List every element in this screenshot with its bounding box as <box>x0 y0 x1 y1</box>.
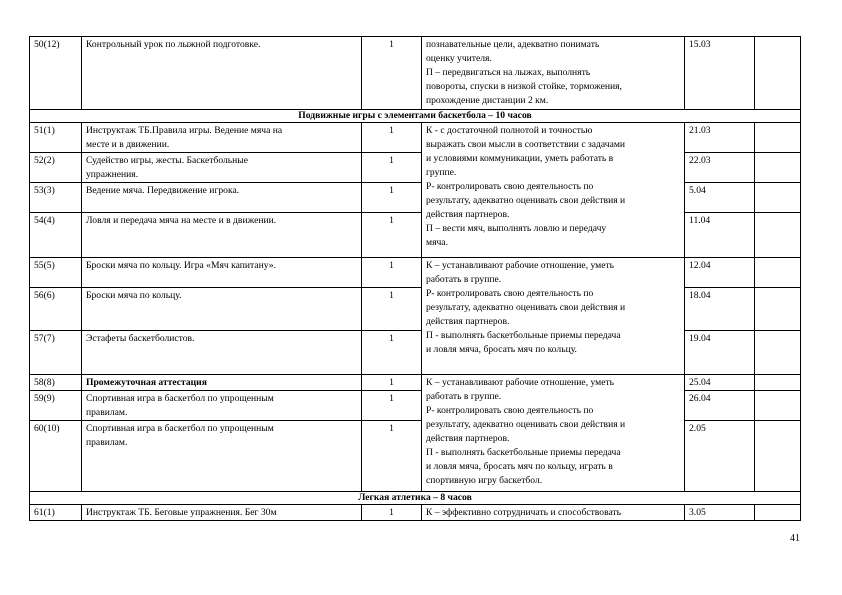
learning-outcomes: К – устанавливают рабочие отношение, уметь работать в группе. Р- контролировать свою деятельность по результату, адекватно оценивать свои действия и действия партнеров. П - выполнять баскетбольные приемы передача и ловля мяча, бросать мяч по кольцу, играть в спортивную игру баскетбол. <box>422 375 685 492</box>
lesson-topic: Промежуточная аттестация <box>82 375 362 391</box>
lesson-number: 60(10) <box>30 421 82 492</box>
learning-outcomes: К – эффективно сотрудничать и способствовать <box>422 505 685 521</box>
table-row <box>30 213 801 258</box>
empty-cell <box>755 258 801 288</box>
empty-cell <box>755 213 801 258</box>
lesson-date: 21.03 <box>685 123 755 153</box>
empty-cell <box>755 331 801 375</box>
lesson-hours: 1 <box>362 153 422 183</box>
lesson-number: 54(4) <box>30 213 82 258</box>
lesson-date: 3.05 <box>685 505 755 521</box>
lesson-date: 12.04 <box>685 258 755 288</box>
lesson-hours: 1 <box>362 123 422 153</box>
lesson-topic: Спортивная игра в баскетбол по упрощенным правилам. <box>82 391 362 421</box>
lesson-topic: Контрольный урок по лыжной подготовке. <box>82 37 362 110</box>
lesson-topic: Судейство игры, жесты. Баскетбольные упражнения. <box>82 153 362 183</box>
table-row <box>30 505 801 521</box>
learning-outcomes: К - с достаточной полнотой и точностью выражать свои мысли в соответствии с задачами и условиями коммуникации, уметь работать в группе. Р- контролировать свою деятельность по результату, адекватно оценивать свои действия и действия партнеров. П – вести мяч, выполнять ловлю и передачу мяча. <box>422 123 685 258</box>
lesson-number: 58(8) <box>30 375 82 391</box>
empty-cell <box>755 375 801 391</box>
lesson-number: 57(7) <box>30 331 82 375</box>
lesson-number: 56(6) <box>30 288 82 331</box>
empty-cell <box>755 123 801 153</box>
lesson-topic: Броски мяча по кольцу. Игра «Мяч капитану». <box>82 258 362 288</box>
lesson-hours: 1 <box>362 375 422 391</box>
lesson-number: 59(9) <box>30 391 82 421</box>
lesson-hours: 1 <box>362 183 422 213</box>
lesson-topic: Ловля и передача мяча на месте и в движении. <box>82 213 362 258</box>
empty-cell <box>755 183 801 213</box>
empty-cell <box>755 153 801 183</box>
table-row <box>30 391 801 421</box>
table-row <box>30 288 801 331</box>
lesson-number: 55(5) <box>30 258 82 288</box>
section-header-row <box>30 492 801 505</box>
lesson-number: 50(12) <box>30 37 82 110</box>
section-header-row <box>30 110 801 123</box>
lesson-topic: Инструктаж ТБ.Правила игры. Ведение мяча на месте и в движении. <box>82 123 362 153</box>
lesson-hours: 1 <box>362 391 422 421</box>
lesson-date: 26.04 <box>685 391 755 421</box>
table-row <box>30 37 801 110</box>
lesson-date: 22.03 <box>685 153 755 183</box>
lesson-topic: Ведение мяча. Передвижение игрока. <box>82 183 362 213</box>
lesson-hours: 1 <box>362 331 422 375</box>
empty-cell <box>755 421 801 492</box>
lesson-hours: 1 <box>362 37 422 110</box>
table-row <box>30 123 801 153</box>
lesson-date: 2.05 <box>685 421 755 492</box>
lesson-number: 61(1) <box>30 505 82 521</box>
lesson-topic: Броски мяча по кольцу. <box>82 288 362 331</box>
lesson-number: 52(2) <box>30 153 82 183</box>
lesson-topic: Спортивная игра в баскетбол по упрощенным правилам. <box>82 421 362 492</box>
lesson-date: 11.04 <box>685 213 755 258</box>
lesson-date: 15.03 <box>685 37 755 110</box>
lesson-date: 19.04 <box>685 331 755 375</box>
learning-outcomes: познавательные цели, адекватно понимать оценку учителя. П – передвигаться на лыжах, выполнять повороты, спуски в низкой стойке, торможения, прохождение дистанции 2 км. <box>422 37 685 110</box>
lesson-number: 53(3) <box>30 183 82 213</box>
lesson-date: 5.04 <box>685 183 755 213</box>
table-row <box>30 258 801 288</box>
lesson-date: 25.04 <box>685 375 755 391</box>
lesson-topic: Инструктаж ТБ. Беговые упражнения. Бег 30м <box>82 505 362 521</box>
table-row <box>30 331 801 375</box>
page-number: 41 <box>790 533 800 544</box>
learning-outcomes: К – устанавливают рабочие отношение, уметь работать в группе. Р- контролировать свою деятельность по результату, адекватно оценивать свои действия и действия партнеров. П - выполнять баскетбольные приемы передача и ловля мяча, бросать мяч по кольцу. <box>422 258 685 375</box>
empty-cell <box>755 505 801 521</box>
section-title: Легкая атлетика – 8 часов <box>30 492 801 505</box>
section-title: Подвижные игры с элементами баскетбола – 10 часов <box>30 110 801 123</box>
lesson-hours: 1 <box>362 213 422 258</box>
empty-cell <box>755 391 801 421</box>
lesson-number: 51(1) <box>30 123 82 153</box>
table-row <box>30 421 801 492</box>
lesson-hours: 1 <box>362 258 422 288</box>
empty-cell <box>755 37 801 110</box>
empty-cell <box>755 288 801 331</box>
table-row <box>30 153 801 183</box>
table-row <box>30 375 801 391</box>
lesson-topic: Эстафеты баскетболистов. <box>82 331 362 375</box>
lesson-hours: 1 <box>362 505 422 521</box>
lesson-hours: 1 <box>362 288 422 331</box>
lesson-date: 18.04 <box>685 288 755 331</box>
lesson-hours: 1 <box>362 421 422 492</box>
lesson-plan-table <box>29 36 801 521</box>
table-row <box>30 183 801 213</box>
